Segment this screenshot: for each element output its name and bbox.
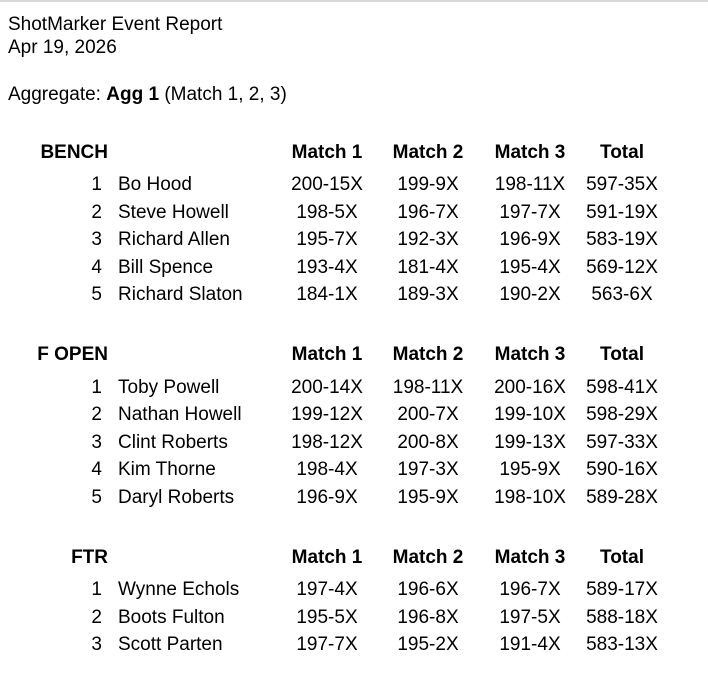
column-header-match-2: Match 2 bbox=[392, 547, 464, 568]
table-row bbox=[0, 226, 708, 253]
table-row bbox=[0, 401, 708, 428]
table-row bbox=[0, 456, 708, 483]
match-1-score: 197-4X bbox=[296, 579, 358, 600]
match-3-score: 198-10X bbox=[494, 487, 566, 508]
total-score: 589-17X bbox=[586, 579, 658, 600]
total-score: 569-12X bbox=[586, 257, 658, 278]
shooter-name: Steve Howell bbox=[118, 202, 229, 223]
total-score: 598-41X bbox=[586, 377, 658, 398]
shooter-name: Nathan Howell bbox=[118, 404, 242, 425]
match-3-score: 191-4X bbox=[499, 634, 561, 655]
aggregate-line bbox=[8, 84, 287, 106]
match-2-score: 196-8X bbox=[397, 607, 459, 628]
table-row bbox=[0, 631, 708, 658]
column-header-total: Total bbox=[600, 344, 644, 365]
shooter-name: Scott Parten bbox=[118, 634, 223, 655]
match-3-score: 197-5X bbox=[499, 607, 561, 628]
table-row bbox=[0, 576, 708, 603]
shooter-name: Richard Allen bbox=[118, 229, 230, 250]
total-score: 591-19X bbox=[586, 202, 658, 223]
division-name: BENCH bbox=[40, 142, 108, 163]
division-header-row bbox=[0, 544, 708, 571]
shooter-name: Clint Roberts bbox=[118, 432, 228, 453]
place: 3 bbox=[91, 634, 102, 655]
table-row bbox=[0, 604, 708, 631]
table-row bbox=[0, 281, 708, 308]
place: 1 bbox=[91, 579, 102, 600]
total-score: 583-13X bbox=[586, 634, 658, 655]
match-2-score: 200-8X bbox=[397, 432, 459, 453]
match-2-score: 198-11X bbox=[392, 377, 464, 398]
shooter-name: Wynne Echols bbox=[118, 579, 240, 600]
match-2-score: 195-2X bbox=[397, 634, 459, 655]
match-1-score: 198-4X bbox=[296, 459, 358, 480]
total-score: 588-18X bbox=[586, 607, 658, 628]
match-2-score: 195-9X bbox=[397, 487, 459, 508]
column-header-match-1: Match 1 bbox=[291, 547, 363, 568]
match-1-score: 197-7X bbox=[296, 634, 358, 655]
match-1-score: 195-5X bbox=[296, 607, 358, 628]
match-1-score: 198-5X bbox=[296, 202, 358, 223]
match-1-score: 193-4X bbox=[296, 257, 358, 278]
report-date: Apr 19, 2026 bbox=[8, 37, 117, 58]
table-row bbox=[0, 171, 708, 198]
shooter-name: Kim Thorne bbox=[118, 459, 216, 480]
column-header-match-1: Match 1 bbox=[291, 344, 363, 365]
match-3-score: 199-13X bbox=[494, 432, 566, 453]
match-1-score: 184-1X bbox=[296, 284, 358, 305]
match-2-score: 197-3X bbox=[397, 459, 459, 480]
total-score: 597-33X bbox=[586, 432, 658, 453]
aggregate-label: Aggregate: bbox=[8, 84, 101, 105]
match-2-score: 196-6X bbox=[397, 579, 459, 600]
table-row bbox=[0, 484, 708, 511]
match-1-score: 196-9X bbox=[296, 487, 358, 508]
shooter-name: Boots Fulton bbox=[118, 607, 225, 628]
place: 5 bbox=[91, 284, 102, 305]
match-3-score: 200-16X bbox=[494, 377, 566, 398]
match-3-score: 196-9X bbox=[499, 229, 561, 250]
division-header-row bbox=[0, 341, 708, 368]
total-score: 583-19X bbox=[586, 229, 658, 250]
column-header-match-3: Match 3 bbox=[494, 142, 566, 163]
match-1-score: 200-14X bbox=[291, 377, 363, 398]
division-name: F OPEN bbox=[37, 344, 108, 365]
place: 2 bbox=[91, 607, 102, 628]
division-header-row bbox=[0, 139, 708, 166]
total-score: 597-35X bbox=[586, 174, 658, 195]
match-3-score: 195-4X bbox=[499, 257, 561, 278]
place: 2 bbox=[91, 202, 102, 223]
place: 1 bbox=[91, 377, 102, 398]
match-3-score: 197-7X bbox=[499, 202, 561, 223]
column-header-total: Total bbox=[600, 142, 644, 163]
match-2-score: 199-9X bbox=[397, 174, 459, 195]
match-2-score: 196-7X bbox=[397, 202, 459, 223]
table-row bbox=[0, 374, 708, 401]
column-header-match-2: Match 2 bbox=[392, 344, 464, 365]
place: 3 bbox=[91, 229, 102, 250]
column-header-match-3: Match 3 bbox=[494, 344, 566, 365]
shooter-name: Richard Slaton bbox=[118, 284, 243, 305]
table-row bbox=[0, 429, 708, 456]
match-3-score: 199-10X bbox=[494, 404, 566, 425]
place: 2 bbox=[91, 404, 102, 425]
match-2-score: 192-3X bbox=[397, 229, 459, 250]
total-score: 563-6X bbox=[591, 284, 653, 305]
shooter-name: Toby Powell bbox=[118, 377, 220, 398]
table-row bbox=[0, 254, 708, 281]
table-row bbox=[0, 199, 708, 226]
match-3-score: 195-9X bbox=[499, 459, 561, 480]
shooter-name: Daryl Roberts bbox=[118, 487, 235, 508]
place: 5 bbox=[91, 487, 102, 508]
match-3-score: 190-2X bbox=[499, 284, 561, 305]
match-1-score: 199-12X bbox=[291, 404, 363, 425]
top-border bbox=[0, 0, 708, 2]
place: 4 bbox=[91, 257, 102, 278]
match-3-score: 196-7X bbox=[499, 579, 561, 600]
match-1-score: 198-12X bbox=[291, 432, 363, 453]
match-2-score: 189-3X bbox=[397, 284, 459, 305]
aggregate-matches: (Match 1, 2, 3) bbox=[164, 84, 287, 105]
place: 1 bbox=[91, 174, 102, 195]
shooter-name: Bo Hood bbox=[118, 174, 192, 195]
match-3-score: 198-11X bbox=[494, 174, 566, 195]
match-2-score: 200-7X bbox=[397, 404, 459, 425]
shooter-name: Bill Spence bbox=[118, 257, 214, 278]
column-header-total: Total bbox=[600, 547, 644, 568]
column-header-match-2: Match 2 bbox=[392, 142, 464, 163]
column-header-match-3: Match 3 bbox=[494, 547, 566, 568]
match-1-score: 200-15X bbox=[291, 174, 363, 195]
match-1-score: 195-7X bbox=[296, 229, 358, 250]
place: 3 bbox=[91, 432, 102, 453]
aggregate-name: Agg 1 bbox=[106, 84, 160, 105]
division-name: FTR bbox=[71, 547, 108, 568]
match-2-score: 181-4X bbox=[397, 257, 459, 278]
total-score: 590-16X bbox=[586, 459, 658, 480]
report-title: ShotMarker Event Report bbox=[8, 14, 223, 35]
total-score: 589-28X bbox=[586, 487, 658, 508]
total-score: 598-29X bbox=[586, 404, 658, 425]
place: 4 bbox=[91, 459, 102, 480]
column-header-match-1: Match 1 bbox=[291, 142, 363, 163]
